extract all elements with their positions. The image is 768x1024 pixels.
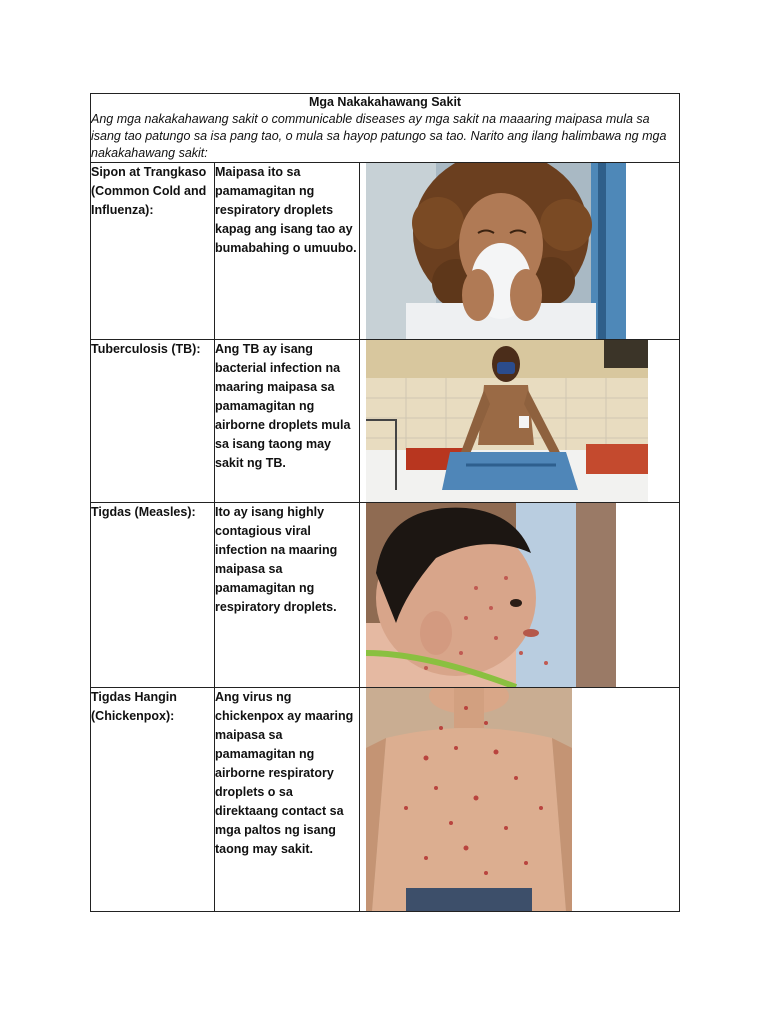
disease-image-cell [360, 163, 680, 340]
disease-name: Tigdas (Measles): [91, 503, 215, 688]
document-title: Mga Nakakahawang Sakit [308, 95, 462, 109]
disease-description: Ito ay isang highly contagious viral infection na maaring maipasa sa pamamagitan ng respiratory droplets. [215, 503, 360, 688]
chickenpox-child-photo [366, 688, 572, 911]
sneezing-woman-photo [366, 163, 626, 339]
table-header [91, 94, 680, 163]
disease-description: Ang virus ng chickenpox ay maaring maipasa sa pamamagitan ng airborne respiratory droplets o sa direktaang contact sa mga paltos ng isang taong may sakit. [215, 688, 360, 912]
disease-name: Sipon at Trangkaso (Common Cold and Influenza): [91, 163, 215, 340]
table-row [91, 503, 680, 688]
tb-patient-photo [366, 340, 648, 502]
disease-image-cell [360, 688, 680, 912]
measles-child-photo [366, 503, 616, 687]
disease-description: Maipasa ito sa pamamagitan ng respiratory droplets kapag ang isang tao ay bumabahing o umuubo. [215, 163, 360, 340]
table-row [91, 340, 680, 503]
intro-paragraph: Ang mga nakakahawang sakit o communicable diseases ay mga sakit na maaaring maipasa mula sa isang tao patungo sa isa pang tao, o mula sa hayop patungo sa tao. Narito ang ilang halimbawa ng mga nakakahawang sakit: [91, 112, 667, 160]
table-row [91, 163, 680, 340]
disease-name: Tigdas Hangin (Chickenpox): [91, 688, 215, 912]
disease-description: Ang TB ay isang bacterial infection na maaring maipasa sa pamamagitan ng airborne droplets mula sa isang taong may sakit ng TB. [215, 340, 360, 503]
table-row [91, 688, 680, 912]
disease-image-cell [360, 503, 680, 688]
disease-image-cell [360, 340, 680, 503]
disease-table [90, 93, 680, 912]
disease-name: Tuberculosis (TB): [91, 340, 215, 503]
